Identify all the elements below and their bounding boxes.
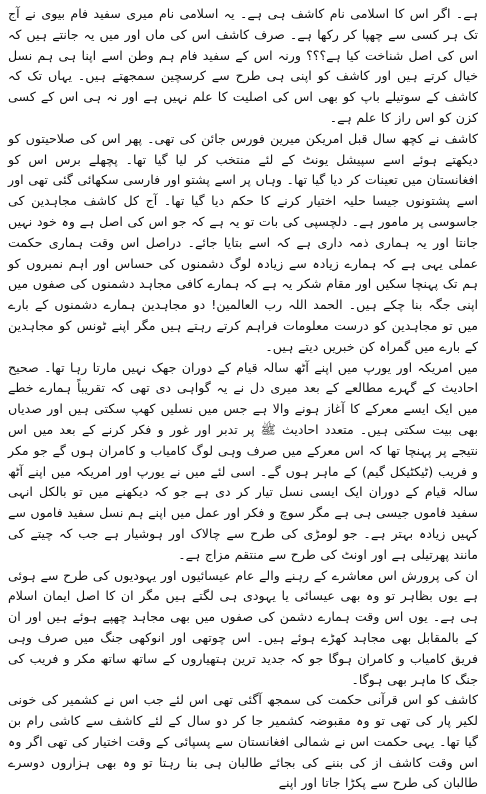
paragraph-3: میں امریکہ اور یورپ میں اپنے آٹھ سالہ قیام کے دوران جھک نہیں مارتا رہا تھا۔ صحیح احادیث کے گہرے مطالعے کے بعد میری دل نے یہ گواہی دی تھی کہ تقریباً ہمارے خطے میں ایک ایسے معرکے کا آغاز ہونے والا ہے جس میں نسلیں کھپ سکتی ہیں اور صدیاں بھی بیت سکتی ہیں۔ متعدد احادیث ﷺ پر تدبر اور غور و فکر کرنے کے بعد میں اس نتیجے پر پہنچا تھا کہ اس معرکے میں صرف وہی لوگ کامیاب و کامران ہوں گے جو مکر و فریب (ٹیکٹیکل گیم) کے ماہر ہوں گے۔ اسی لئے میں نے یورپ اور امریکہ میں اپنے آٹھ سالہ قیام کے دوران ایک ایسی نسل تیار کر دی ہے جو کہ دیکھنے میں تو بالکل انہی سفید فاموں جیسی ہی ہے مگر سوچ و فکر اور عمل میں اپنے ہم نسل سفید فاموں سے کہیں زیادہ بہتر ہے۔ جو لومڑی کی طرح سے چالاک اور ہوشیار ہے جب کہ چیتے کی مانند پھرتیلی ہے اور اونٹ کی طرح سے منتقم مزاج ہے۔	[7, 359, 478, 562]
paragraph-1: ہے۔ اگر اس کا اسلامی نام کاشف ہی ہے۔ یہ اسلامی نام میری سفید فام بیوی نے آج تک ہر کسی سے چھپا کر رکھا ہے۔ صرف کاشف اس کی ماں اور میں یہ جانتے ہیں کہ اس کی اصل شناخت کیا ہے؟؟؟ ورنہ اس کے سفید فام ہم وطن اسے اپنا ہی ہم نسل خیال کرتے ہیں اور کاشف کو اپنی ہی طرح سے کرسچین سمجھتے ہیں۔ یہاں تک کہ کاشف کے سوتیلے باپ کو بھی اس کی اصلیت کا علم نہیں ہے اور نہ ہی اس کے کسی کزن کو اس راز کا علم ہے۔	[8, 6, 478, 125]
paragraph-5: کاشف کو اس قرآنی حکمت کی سمجھ آگئی تھی اس لئے جب اس نے کشمیر کی خونی لکیر پار کی تھی تو وہ مقبوضہ کشمیر جا کر دو سال کے لئے کاشف سے کاشی رام بن گیا تھا۔ یہی حکمت اس نے شمالی افغانستان سے پسپائی کے وقت اختیار کی تھی اگر وہ اس وقت کاشف از کی بننے کی بجائے طالبان ہی بنا رہتا تو وہ بھی ہزاروں دوسرے طالبان کی طرح سے پکڑا جاتا اور اپنے	[8, 692, 478, 791]
paragraph-4: ان کی پرورش اس معاشرے کے رہنے والے عام عیسائیوں اور یہودیوں کی طرح سے ہوئی ہے یوں بظاہر تو وہ بھی عیسائی یا یہودی ہی لگتے ہیں مگر ان کا اصل ایمان اسلام ہی ہے۔ یوں اس وقت ہمارے دشمن کی صفوں میں بھی مجاہد چھپے ہوئے ہیں اور ان کے بالمقابل بھی مجاہد کھڑے ہوئے ہیں۔ اس چوتھی اور انوکھی جنگ میں صرف وہی فریق کامیاب و کامران ہوگا جو کہ جدید ترین ہتھیاروں کے ساتھ ساتھ مکر و فریب کی جنگ کا ماہر بھی ہوگا۔	[8, 567, 478, 687]
paragraph-2: کاشف نے کچھ سال قبل امریکن میرین فورس جائن کی تھی۔ پھر اس کی صلاحیتوں کو دیکھتے ہوئے اسے سپیشل یونٹ کے لئے منتخب کر لیا گیا تھا۔ پچھلے برس اس کو افغانستان میں تعینات کر دیا گیا تھا۔ وہاں پر اسے پشتو اور فارسی سکھائی گئی تھی اور اسے پشتونوں جیسا حلیہ اختیار کرنے کا حکم دیا گیا تھا۔ آج کل کاشف مجاہدین کی جاسوسی پر مامور ہے۔ دلچسپی کی بات تو یہ ہے کہ جو اس کی اصل ہے وہ خود نہیں جانتا اور یہ ہماری ذمہ داری ہے کہ اسے بتایا جائے۔ دراصل اس وقت ہماری حکمت عملی یہی ہے کہ ہمارے زیادہ سے زیادہ لوگ دشمنوں کی حساس اور اہم نمبروں کو ہم تک پہنچا سکیں اور مقام شکر یہ ہے کہ ہمارے کافی مجاہد دشمنوں کی صفوں میں اپنی جگہ بنا چکے ہیں۔ الحمد اللہ رب العالمین! دو مجاہدین ہمارے دشمنوں کے بارے میں تو مجاہدین کو درست معلومات فراہم کرتے رہتے ہیں مگر اپنے ٹونس کو مجاہدین کے بارے میں گمراہ کن خبریں دیتے ہیں۔	[8, 130, 478, 354]
